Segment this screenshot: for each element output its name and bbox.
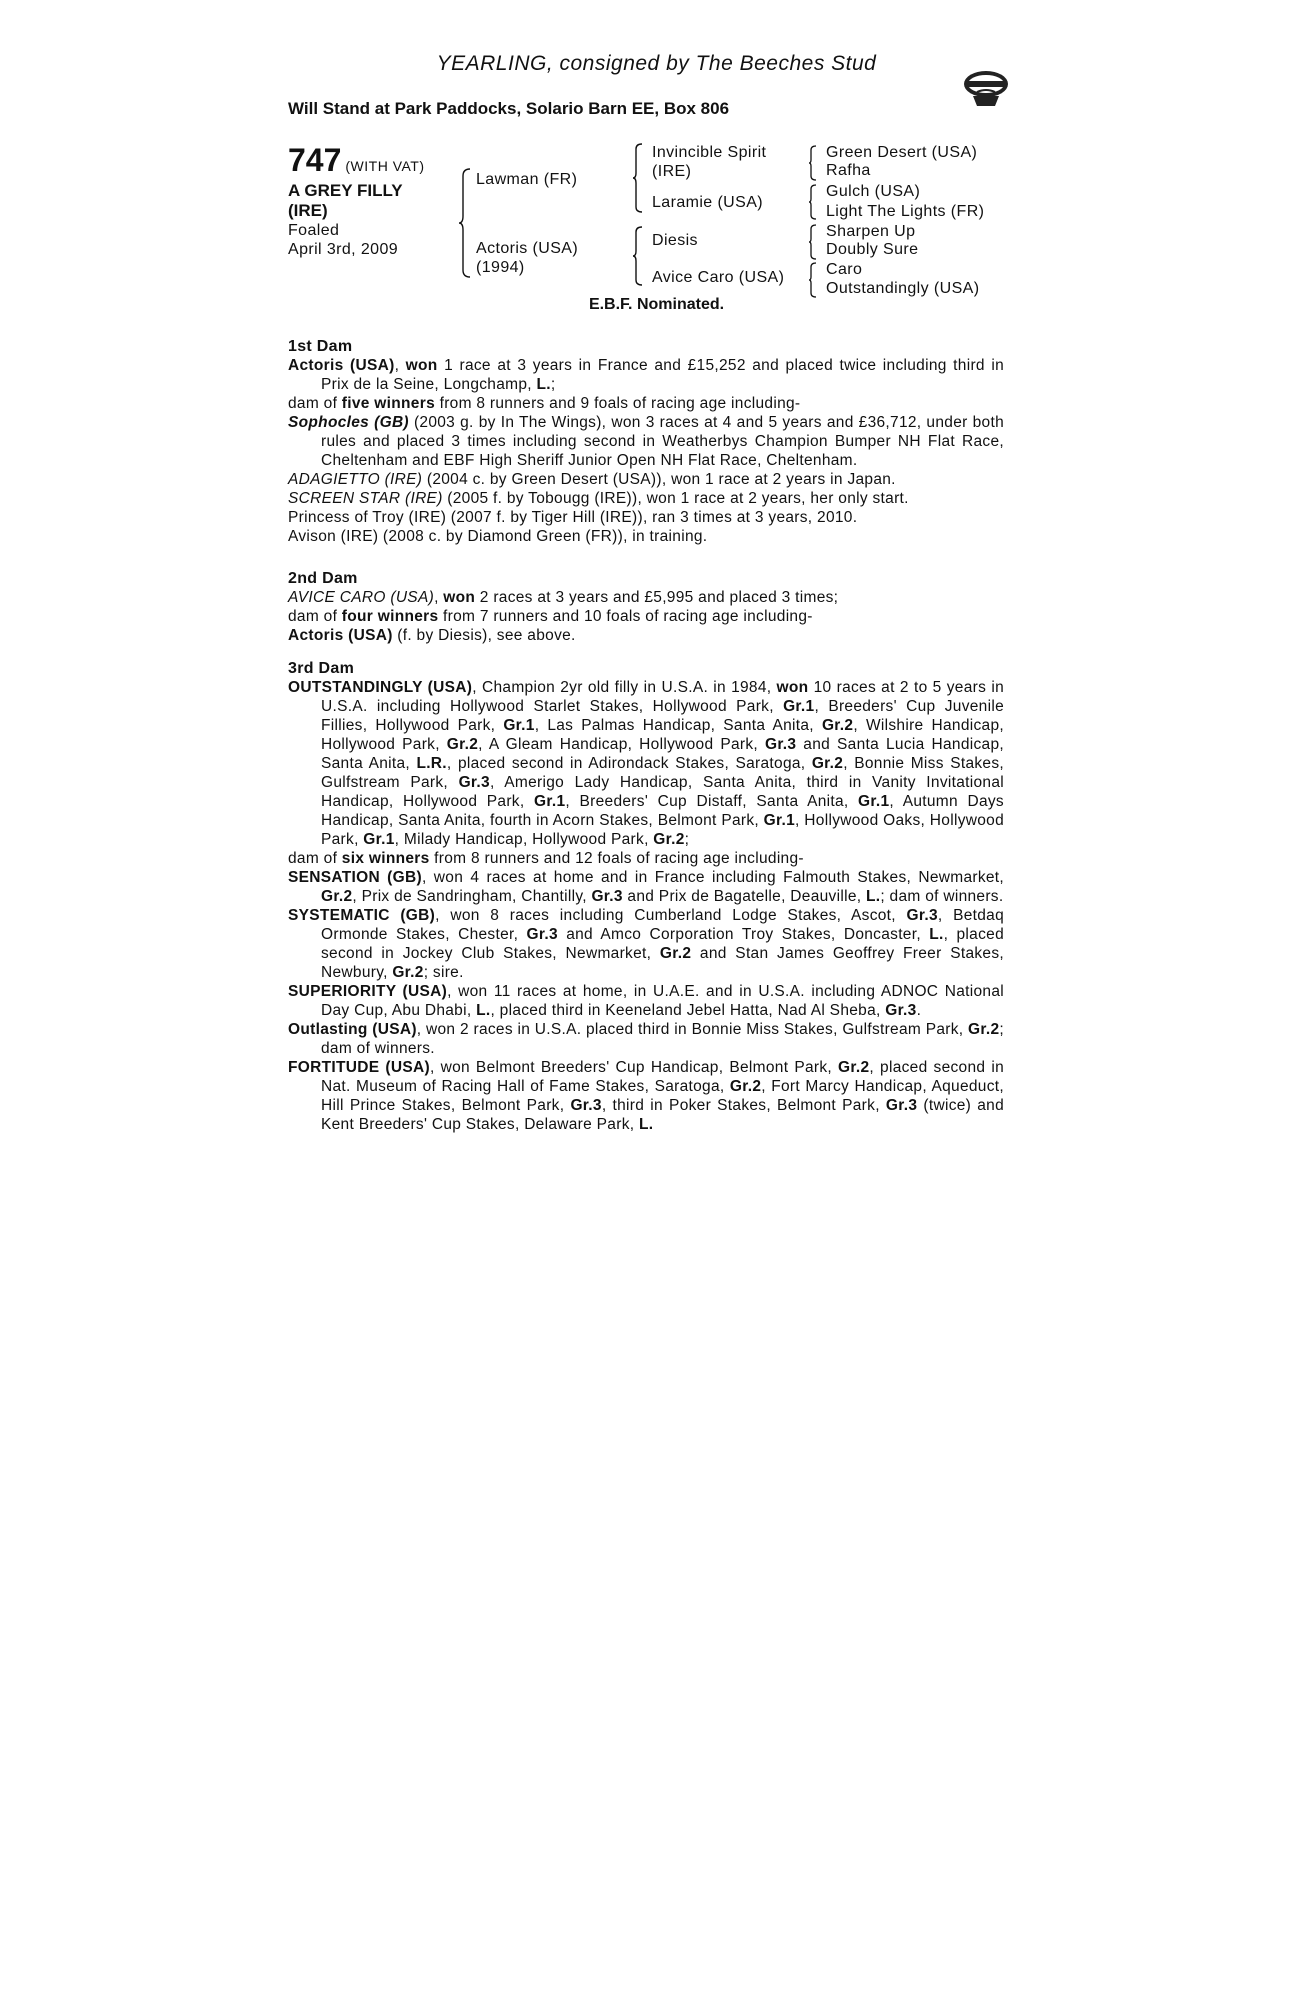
grade-label: Gr.1 (763, 812, 796, 829)
lot-number (288, 144, 425, 176)
grade-label: Gr.3 (906, 907, 938, 924)
second-dam-name: AVICE CARO (USA) (288, 589, 435, 606)
grade-label: Gr.3 (591, 888, 623, 905)
produce-item (288, 1058, 1004, 1134)
produce-item (288, 489, 1004, 508)
grade-label: L. (476, 1002, 491, 1019)
record-end: ; (550, 376, 556, 393)
produce-text: . (916, 1002, 922, 1019)
produce-text: , won 4 races at home and in France including Falmouth Stakes, Newmarket, (421, 869, 1005, 886)
produce-text: ; dam of winners. (321, 1021, 1004, 1057)
winners-count: six winners (341, 850, 430, 867)
first-dam-name: Actoris (USA) (288, 357, 395, 374)
pedigree-brace-sire (632, 143, 644, 213)
second-dam-record (288, 588, 1004, 607)
produce-name: SCREEN STAR (IRE) (288, 490, 443, 507)
pedigree-gen3-7: Caro (826, 261, 863, 278)
produce-name: SYSTEMATIC (GB) (288, 907, 436, 924)
second-dam-section (288, 569, 1004, 645)
record-text: , Bonnie Miss Stakes, Gulfstream Park, (321, 755, 1004, 791)
third-dam-section (288, 659, 1004, 1134)
lot-name-line1: A GREY FILLY (288, 181, 403, 200)
record-text: , Milady Handicap, Hollywood Park, (394, 831, 654, 848)
lot-name-line2: (IRE) (288, 201, 328, 220)
first-dam-heading: 1st Dam (288, 338, 353, 355)
grade-label: Gr.2 (446, 736, 479, 753)
record-text: , Hollywood Oaks, Hollywood Park, (321, 812, 1004, 848)
dam-of-label: dam of (288, 850, 342, 867)
pedigree-gen3-4: Light The Lights (FR) (826, 203, 985, 220)
record-text: , Champion 2yr old filly in U.S.A. in 1984, (472, 679, 777, 696)
grade-label: Gr.2 (811, 755, 844, 772)
produce-text: , placed third in Keeneland Jebel Hatta, Nad Al Sheba, (490, 1002, 886, 1019)
produce-name: Sophocles (GB) (288, 414, 409, 431)
winners-count: five winners (341, 395, 435, 412)
stand-location: Will Stand at Park Paddocks, Solario Barn EE, Box 806 (288, 99, 730, 118)
record-text: , Las Palmas Handicap, Santa Anita, (534, 717, 822, 734)
record-text: , Amerigo Lady Handicap, Santa Anita, third in Vanity Invitational Handicap, Hollywood Park, (321, 774, 1005, 810)
record-text: and Santa Lucia Handicap, Santa Anita, (321, 736, 1004, 772)
grade-label: Gr.2 (821, 717, 854, 734)
grade-label: Gr.1 (503, 717, 535, 734)
first-dam-produce-summary (288, 394, 1004, 413)
produce-text: and Amco Corporation Troy Stakes, Doncaster, (557, 926, 930, 943)
grade-label: Gr.2 (968, 1021, 1000, 1038)
grade-label: Gr.2 (653, 831, 685, 848)
third-dam-heading: 3rd Dam (288, 660, 355, 677)
grade-label: Gr.3 (526, 926, 558, 943)
grade-label: Gr.2 (321, 888, 353, 905)
produce-text: (f. by Diesis), see above. (392, 627, 576, 644)
pedigree-gen3-2: Rafha (826, 162, 871, 179)
produce-item: Avison (IRE) (2008 c. by Diamond Green (FR)), in training. (288, 528, 708, 545)
record-text: 1 race at 3 years in France and £15,252 and placed twice including third in Prix de la Seine, Longchamp, (321, 357, 1004, 393)
first-dam-record: Actoris (USA), won 1 race at 3 years in France and £15,252 and placed twice including third in Prix de la Seine, Longchamp, L.; (288, 357, 1004, 393)
produce-text: , won 2 races in U.S.A. placed third in Bonnie Miss Stakes, Gulfstream Park, (416, 1021, 969, 1038)
produce-text: , won 8 races including Cumberland Lodge Stakes, Ascot, (435, 907, 907, 924)
produce-item (288, 982, 1004, 1020)
produce-text: (2003 g. by In The Wings), won 3 races at 4 and 5 years and £36,712, under both rules and placed 3 times including second in Weatherbys Champion Bumper NH Flat Race, Cheltenham and EBF High Sheriff Junior Open NH Flat Race, Cheltenham. (321, 414, 1004, 469)
produce-text: ; dam of winners. (880, 888, 1004, 905)
pedigree-ss-line2: (IRE) (652, 163, 692, 180)
lot-description (288, 181, 428, 221)
listed-label: L. (536, 376, 551, 393)
pedigree-brace-dam (632, 226, 644, 286)
runners-text: from 8 runners and 9 foals of racing age including- (434, 395, 801, 412)
produce-text: , Betdaq Ormonde Stakes, Chester, (321, 907, 1005, 943)
record-text: , Breeders' Cup Juvenile Fillies, Hollywood Park, (321, 698, 1004, 734)
won-label: won (776, 679, 809, 696)
produce-text: , Fort Marcy Handicap, Aqueduct, Hill Prince Stakes, Belmont Park, (321, 1078, 1004, 1114)
produce-text: , placed second in Nat. Museum of Racing Hall of Fame Stakes, Saratoga, (321, 1059, 1004, 1095)
produce-item (288, 1020, 1004, 1058)
pedigree-dam (476, 239, 578, 277)
produce-item (288, 413, 1004, 470)
grade-label: L. (638, 1116, 654, 1133)
runners-text: from 8 runners and 12 foals of racing age including- (429, 850, 804, 867)
record-text: , A Gleam Handicap, Hollywood Park, (478, 736, 765, 753)
foaled-info (288, 221, 398, 259)
grade-label: Gr.2 (659, 945, 692, 962)
pedigree-brace-sd (808, 184, 818, 220)
record-text: , Autumn Days Handicap, Santa Anita, fourth in Acorn Stakes, Belmont Park, (321, 793, 1004, 829)
grade-label: Gr.2 (729, 1078, 762, 1095)
consignment-title: YEARLING, consigned by The Beeches Stud (436, 52, 877, 75)
pedigree-brace-ss (808, 145, 818, 181)
separator: , (434, 589, 444, 606)
first-dam-section (288, 337, 1004, 546)
pedigree-brace-main (458, 168, 472, 278)
vat-note: (WITH VAT) (345, 158, 425, 174)
produce-text: , Prix de Sandringham, Chantilly, (352, 888, 592, 905)
grade-label: L.R. (416, 755, 447, 772)
produce-text: ; sire. (423, 964, 464, 981)
grade-label: Gr.3 (764, 736, 797, 753)
produce-name: Outlasting (USA) (288, 1021, 417, 1038)
pedigree-ss-line1: Invincible Spirit (652, 144, 767, 161)
produce-item (288, 470, 1004, 489)
stud-logo-icon (961, 68, 1011, 108)
grade-label: Gr.3 (458, 774, 490, 791)
produce-text: (2005 f. by Tobougg (IRE)), won 1 race at 2 years, her only start. (442, 490, 909, 507)
record-text: ; (684, 831, 690, 848)
ebf-nominated: E.B.F. Nominated. (588, 296, 725, 313)
grade-label: L. (865, 888, 881, 905)
pedigree-gen3-1: Green Desert (USA) (826, 144, 978, 161)
produce-name: SENSATION (GB) (288, 869, 422, 886)
runners-text: from 7 runners and 10 foals of racing age including- (438, 608, 813, 625)
grade-label: Gr.3 (885, 1002, 917, 1019)
produce-item (288, 626, 1004, 645)
grade-label: Gr.1 (783, 698, 815, 715)
grade-label: Gr.3 (570, 1097, 602, 1114)
foaled-label: Foaled (288, 222, 340, 239)
pedigree-gen3-6: Doubly Sure (826, 241, 919, 258)
produce-item (288, 906, 1004, 982)
pedigree-gen3-5: Sharpen Up (826, 223, 916, 240)
third-dam-name: OUTSTANDINGLY (USA) (288, 679, 473, 696)
third-dam-produce-summary (288, 849, 1004, 868)
produce-name: Actoris (USA) (288, 627, 393, 644)
dam-of-label: dam of (288, 395, 342, 412)
pedigree-dam-name: Actoris (USA) (476, 240, 579, 257)
pedigree-sire-sire (652, 143, 766, 181)
pedigree-brace-ds (808, 224, 818, 260)
produce-text: (twice) and Kent Breeders' Cup Stakes, Delaware Park, (321, 1097, 1005, 1133)
second-dam-heading: 2nd Dam (288, 570, 358, 587)
dam-of-label: dam of (288, 608, 342, 625)
produce-item: Princess of Troy (IRE) (2007 f. by Tiger Hill (IRE)), ran 3 times at 3 years, 2010. (288, 509, 858, 526)
produce-name: SUPERIORITY (USA) (288, 983, 448, 1000)
pedigree-sire: Lawman (FR) (476, 171, 578, 188)
foaled-date: April 3rd, 2009 (288, 241, 399, 258)
produce-name: ADAGIETTO (IRE) (288, 471, 423, 488)
pedigree-gen3-3: Gulch (USA) (826, 183, 921, 200)
pedigree-dam-dam: Avice Caro (USA) (652, 269, 785, 286)
grade-label: Gr.1 (363, 831, 395, 848)
record-text: , Wilshire Handicap, Hollywood Park, (321, 717, 1005, 753)
grade-label: Gr.2 (392, 964, 424, 981)
produce-text: and Stan James Geoffrey Freer Stakes, Newbury, (321, 945, 1004, 981)
record-text: 10 races at 2 to 5 years in U.S.A. including Hollywood Starlet Stakes, Hollywood Park, (321, 679, 1004, 715)
produce-text: (2004 c. by Green Desert (USA)), won 1 race at 2 years in Japan. (422, 471, 896, 488)
winners-count: four winners (341, 608, 439, 625)
pedigree-sire-dam: Laramie (USA) (652, 194, 764, 211)
pedigree-brace-dd (808, 262, 818, 298)
produce-text: , won 11 races at home, in U.A.E. and in U.S.A. including ADNOC National Day Cup, Abu Dhabi, (321, 983, 1005, 1019)
produce-text: , won Belmont Breeders' Cup Handicap, Belmont Park, (429, 1059, 839, 1076)
pedigree-dam-year: (1994) (476, 259, 525, 276)
record-text: , placed second in Adirondack Stakes, Saratoga, (446, 755, 812, 772)
grade-label: Gr.1 (534, 793, 566, 810)
third-dam-record (288, 678, 1004, 849)
produce-text: , third in Poker Stakes, Belmont Park, (601, 1097, 886, 1114)
record-text: , Breeders' Cup Distaff, Santa Anita, (565, 793, 859, 810)
pedigree-gen3-8: Outstandingly (USA) (826, 280, 980, 297)
grade-label: Gr.2 (838, 1059, 870, 1076)
pedigree-dam-sire: Diesis (652, 232, 698, 249)
second-dam-produce-summary (288, 607, 1004, 626)
grade-label: Gr.3 (885, 1097, 918, 1114)
produce-name: FORTITUDE (USA) (288, 1059, 430, 1076)
produce-text: , placed second in Jockey Club Stakes, Newmarket, (321, 926, 1004, 962)
won-label: won (443, 589, 476, 606)
won-label: won (405, 357, 438, 374)
produce-text: and Prix de Bagatelle, Deauville, (622, 888, 866, 905)
record-text: 2 races at 3 years and £5,995 and placed 3 times; (475, 589, 839, 606)
produce-item (288, 868, 1004, 906)
lot-number-value: 747 (288, 142, 342, 178)
grade-label: Gr.1 (858, 793, 890, 810)
grade-label: L. (929, 926, 944, 943)
